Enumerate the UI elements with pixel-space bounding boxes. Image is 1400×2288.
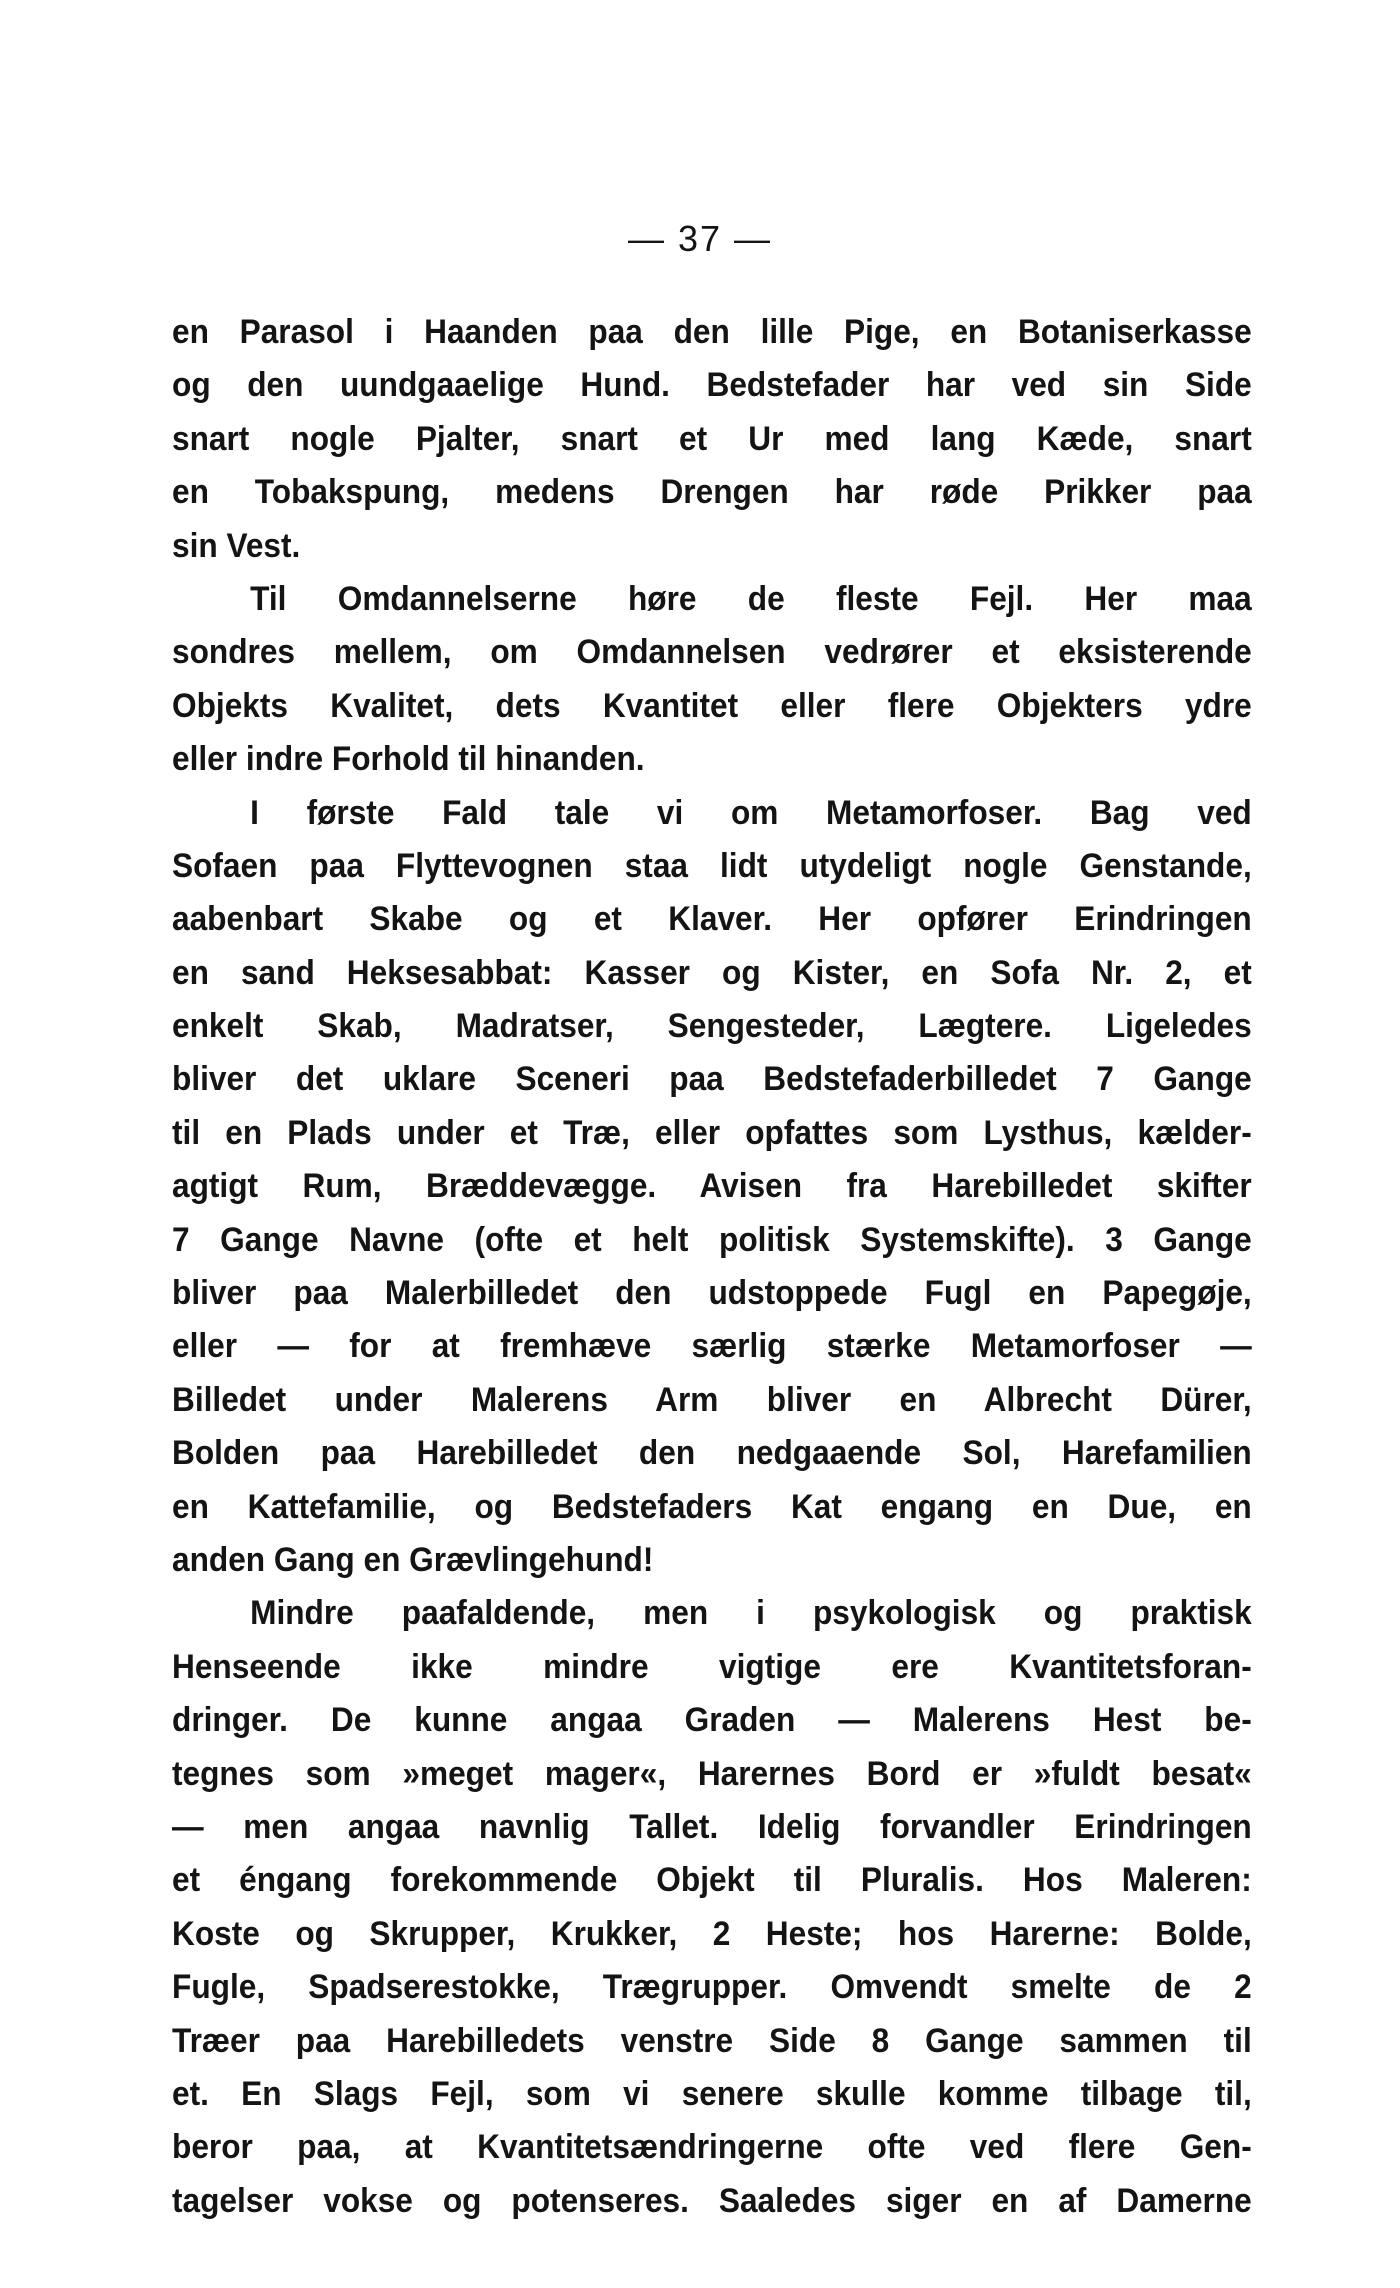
text-line: til en Plads under et Træ, eller opfattes som Lysthus, kælder- xyxy=(172,1113,1252,1152)
text-line: en Parasol i Haanden paa den lille Pige, en Botaniserkasse xyxy=(172,313,1252,351)
text-line: Mindre paafaldende, men i psykologisk og praktisk xyxy=(250,1594,1252,1633)
text-line: og den uundgaaelige Hund. Bedstefader har ved sin Side xyxy=(172,366,1252,405)
text-line: sin Vest. xyxy=(172,526,301,565)
text-line: Koste og Skrupper, Krukker, 2 Heste; hos Harerne: Bolde, xyxy=(172,1914,1252,1953)
page-number: — 37 — xyxy=(627,218,773,259)
text-line: anden Gang en Grævlingehund! xyxy=(172,1540,654,1579)
text-line: agtigt Rum, Bræddevægge. Avisen fra Harebilledet skifter xyxy=(172,1167,1252,1206)
text-line: bliver paa Malerbilledet den udstoppede Fugl en Papegøje, xyxy=(172,1274,1252,1313)
text-line: Fugle, Spadserestokke, Trægrupper. Omvendt smelte de 2 xyxy=(172,1968,1252,2007)
text-line: et. En Slags Fejl, som vi senere skulle komme tilbage til, xyxy=(172,2074,1252,2113)
text-line: beror paa, at Kvantitetsændringerne ofte ved flere Gen- xyxy=(172,2128,1252,2167)
text-line: dringer. De kunne angaa Graden — Malerens Hest be- xyxy=(172,1701,1252,1740)
text-line: bliver det uklare Sceneri paa Bedstefaderbilledet 7 Gange xyxy=(172,1060,1252,1099)
text-line: et éngang forekommende Objekt til Pluralis. Hos Maleren: xyxy=(172,1861,1252,1900)
text-line: 7 Gange Navne (ofte et helt politisk Systemskifte). 3 Gange xyxy=(172,1220,1252,1259)
text-line: I første Fald tale vi om Metamorfoser. Bag ved xyxy=(250,793,1252,832)
text-line: eller indre Forhold til hinanden. xyxy=(172,740,645,779)
text-line: Til Omdannelserne høre de fleste Fejl. Her maa xyxy=(250,579,1252,618)
text-line: tagelser vokse og potenseres. Saaledes siger en af Damerne xyxy=(172,2181,1252,2220)
body-text xyxy=(172,306,1252,2228)
text-line: Objekts Kvalitet, dets Kvantitet eller flere Objekters ydre xyxy=(172,686,1252,725)
text-line: Sofaen paa Flyttevognen staa lidt utydeligt nogle Genstande, xyxy=(172,846,1252,885)
text-line: eller — for at fremhæve særlig stærke Metamorfoser — xyxy=(172,1327,1252,1366)
text-line: Billedet under Malerens Arm bliver en Albrecht Dürer, xyxy=(172,1380,1252,1419)
text-line: Henseende ikke mindre vigtige ere Kvantitetsforan- xyxy=(172,1647,1252,1686)
text-line: en sand Heksesabbat: Kasser og Kister, en Sofa Nr. 2, et xyxy=(172,953,1252,992)
text-line: Træer paa Harebilledets venstre Side 8 Gange sammen til xyxy=(172,2021,1252,2060)
text-line: sondres mellem, om Omdannelsen vedrører et eksisterende xyxy=(172,633,1252,672)
text-line: Bolden paa Harebilledet den nedgaaende Sol, Harefamilien xyxy=(172,1434,1252,1473)
text-line: en Kattefamilie, og Bedstefaders Kat engang en Due, en xyxy=(172,1487,1252,1526)
text-line: en Tobakspung, medens Drengen har røde Prikker paa xyxy=(172,473,1252,512)
text-line: aabenbart Skabe og et Klaver. Her opfører Erindringen xyxy=(172,900,1252,939)
text-line: — men angaa navnlig Tallet. Idelig forvandler Erindringen xyxy=(172,1807,1252,1846)
text-line: enkelt Skab, Madratser, Sengesteder, Lægtere. Ligeledes xyxy=(172,1007,1252,1046)
text-line: tegnes som »meget mager«, Harernes Bord er »fuldt besat« xyxy=(172,1754,1252,1793)
text-line: snart nogle Pjalter, snart et Ur med lang Kæde, snart xyxy=(172,419,1252,458)
